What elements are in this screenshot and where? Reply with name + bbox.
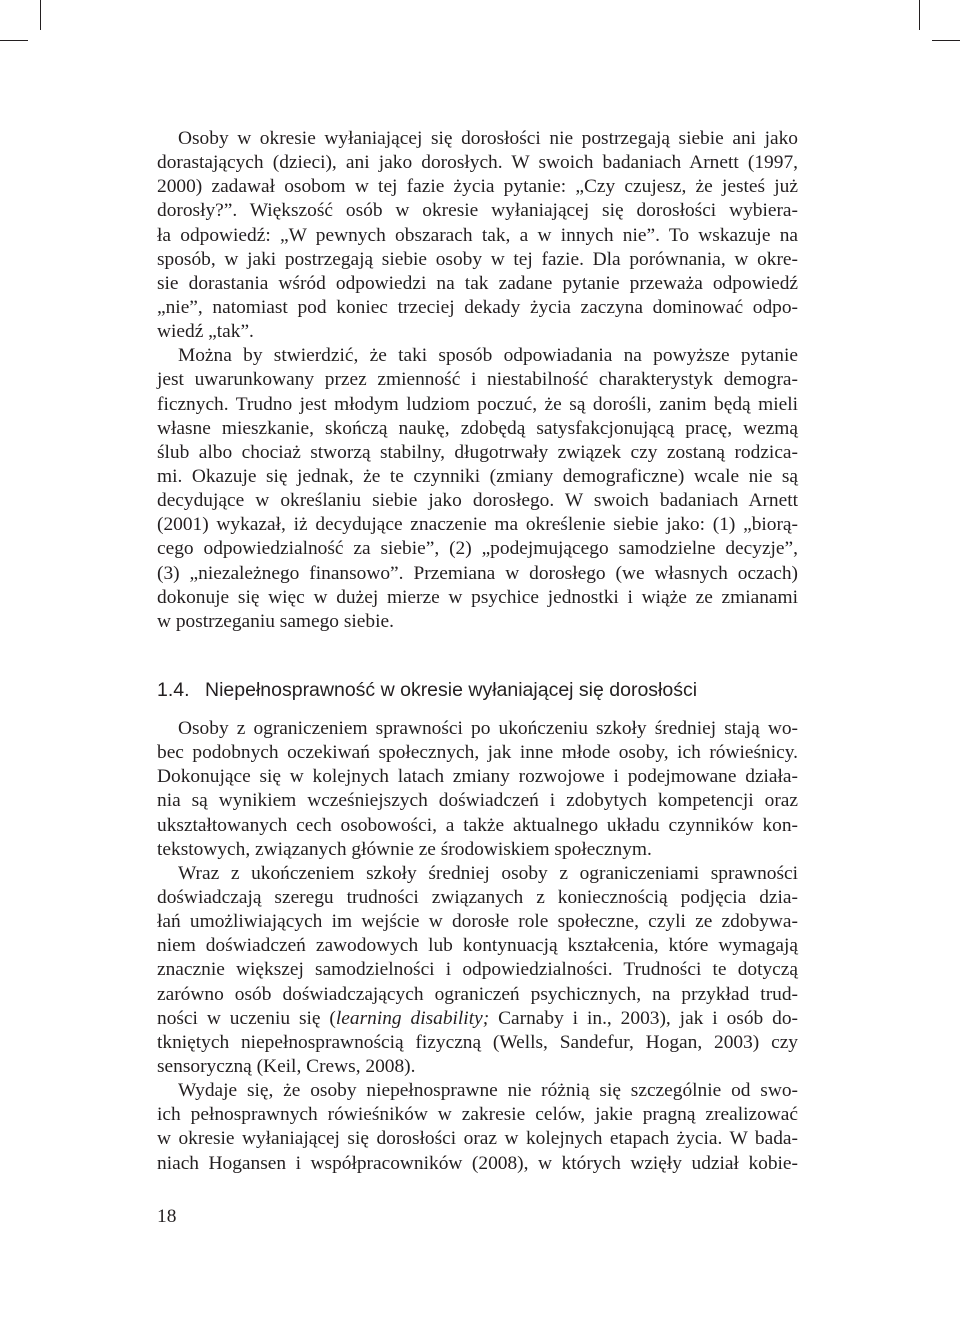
paragraph-3	[157, 717, 798, 862]
paragraph-line: niach Hogansen i współpracowników (2008), w których wzięły udział kobie-	[157, 1152, 798, 1174]
paragraph-line: Dokonujące się w kolejnych latach zmiany rozwojowe i podejmowane działa-	[157, 766, 798, 788]
paragraph-2	[157, 344, 798, 634]
paragraph-line: dokonuje się więc w dużej mierze w psychice jednostki i wiąże ze zmianami	[157, 586, 798, 608]
section-number: 1.4.	[157, 679, 190, 701]
paragraph-line: Osoby w okresie wyłaniającej się dorosłości nie postrzegają siebie ani jako	[178, 128, 798, 149]
body-text-bottom	[157, 717, 798, 1176]
paragraph-line: mi. Okazuje się jednak, że te czynniki (zmiany demograficzne) wcale nie są	[157, 465, 798, 487]
paragraph-line: ła odpowiedź: „W pewnych obszarach tak, a w innych nie”. To wskazuje na	[157, 224, 798, 246]
paragraph-5	[157, 1079, 798, 1176]
paragraph-line: decydujące w określaniu siebie jako dorosłego. W swoich badaniach Arnett	[157, 490, 798, 512]
section-title: Niepełnosprawność w okresie wyłaniającej się dorosłości	[205, 679, 698, 701]
crop-mark-top-left-vertical	[40, 0, 41, 30]
paragraph-line: Wydaje się, że osoby niepełnosprawne nie różnią się szczególnie od swo-	[178, 1080, 798, 1102]
paragraph-line: sie dorastania wśród odpowiedzi na tak zadane pytanie przeważa odpowiedź	[157, 272, 798, 294]
paragraph-line: ich pełnosprawnych rówieśników w zakresie celów, jakie pragną zrealizować	[157, 1104, 798, 1126]
paragraph-line: własne mieszkanie, skończą naukę, zdobędą satysfakcjonującą pracę, wezmą	[157, 417, 798, 439]
crop-mark-top-right-vertical	[919, 0, 920, 30]
paragraph-line: ności w uczeniu się (learning disability; Carnaby i in., 2003), jak i osób do-	[157, 1007, 798, 1029]
paragraph-line: (3) „niezależnego finansowo”. Przemiana w dorosłego (we własnych oczach)	[157, 562, 798, 584]
crop-mark-top-right-horizontal	[932, 40, 960, 41]
paragraph-line: znacznie większej samodzielności i odpowiedzialności. Trudności te dotyczą	[157, 959, 798, 981]
paragraph-line: sposób, w jaki postrzegają siebie osoby w tej fazie. Dla porównania, w okre-	[157, 248, 798, 270]
paragraph-line: tekstowych, związanych głównie ze środowiskiem społecznym.	[157, 838, 652, 860]
paragraph-line: tkniętych niepełnosprawnością fizyczną (Wells, Sandefur, Hogan, 2003) czy	[157, 1031, 798, 1053]
paragraph-line: sensoryczną (Keil, Crews, 2008).	[157, 1055, 416, 1077]
paragraph-line: ficznych. Trudno jest młodym ludziom poczuć, że są dorośli, zanim będą mieli	[157, 393, 798, 415]
body-text-top	[157, 127, 798, 634]
paragraph-line: ślub albo chociaż stworzą stabilny, długotrwały związek czy zostaną rodzica-	[157, 441, 798, 463]
paragraph-line: w okresie wyłaniającej się dorosłości oraz w kolejnych etapach życia. W bada-	[157, 1128, 798, 1150]
paragraph-line: bec podobnych oczekiwań społecznych, jak inne młode osoby, ich rówieśnicy.	[157, 742, 798, 764]
paragraph-line: cego odpowiedzialność za siebie”, (2) „podejmującego samodzielne decyzje”,	[157, 538, 798, 560]
paragraph-line: Wraz z ukończeniem szkoły średniej osoby z ograniczeniami sprawności	[178, 862, 798, 884]
paragraph-line: zarówno osób doświadczających ograniczeń psychicznych, na przykład trud-	[157, 983, 798, 1005]
crop-mark-top-left-horizontal	[0, 40, 28, 41]
paragraph-line: dorastających (dzieci), ani jako dorosłych. W swoich badaniach Arnett (1997,	[157, 152, 798, 174]
paragraph-line: „nie”, natomiast pod koniec trzeciej dekady życia zaczyna dominować odpo-	[157, 296, 798, 318]
page-number: 18	[157, 1206, 177, 1227]
paragraph-line: w postrzeganiu samego siebie.	[157, 610, 394, 632]
paragraph-line: łań umożliwiających im wejście w dorosłe role społeczne, czyli ze zdobywa-	[157, 911, 798, 933]
paragraph-line: doświadczają szeregu trudności związanych z koniecznością podjęcia dzia-	[157, 886, 798, 908]
section-heading	[157, 678, 697, 702]
paragraph-line: (2001) wykazał, iż decydujące znaczenie ma określenie siebie jako: (1) „biorą-	[157, 514, 798, 536]
paragraph-line: wiedź „tak”.	[157, 321, 254, 343]
paragraph-line: nia są wynikiem wcześniejszych doświadczeń i zdobytych kompetencji oraz	[157, 790, 798, 812]
paragraph-line: Można by stwierdzić, że taki sposób odpowiadania na powyższe pytanie	[178, 345, 798, 367]
italic-term: learning disability;	[335, 1007, 490, 1029]
paragraph-line: niem doświadczeń zawodowych lub kontynuacją kształcenia, które wymagają	[157, 935, 798, 957]
paragraph-line: jest uwarunkowany przez zmienność i niestabilność charakterystyk demogra-	[157, 369, 798, 391]
paragraph-line: 2000) zadawał osobom w tej fazie życia pytanie: „Czy czujesz, że jesteś już	[157, 176, 798, 198]
paragraph-1	[157, 127, 798, 344]
paragraph-line: ukształtowanych cech osobowości, a także aktualnego układu czynników kon-	[157, 814, 798, 836]
paragraph-4	[157, 862, 798, 1079]
paragraph-line: Osoby z ograniczeniem sprawności po ukończeniu szkoły średniej stają wo-	[178, 718, 798, 739]
paragraph-line: dorosły?”. Większość osób w okresie wyłaniającej się dorosłości wybiera-	[157, 200, 798, 222]
